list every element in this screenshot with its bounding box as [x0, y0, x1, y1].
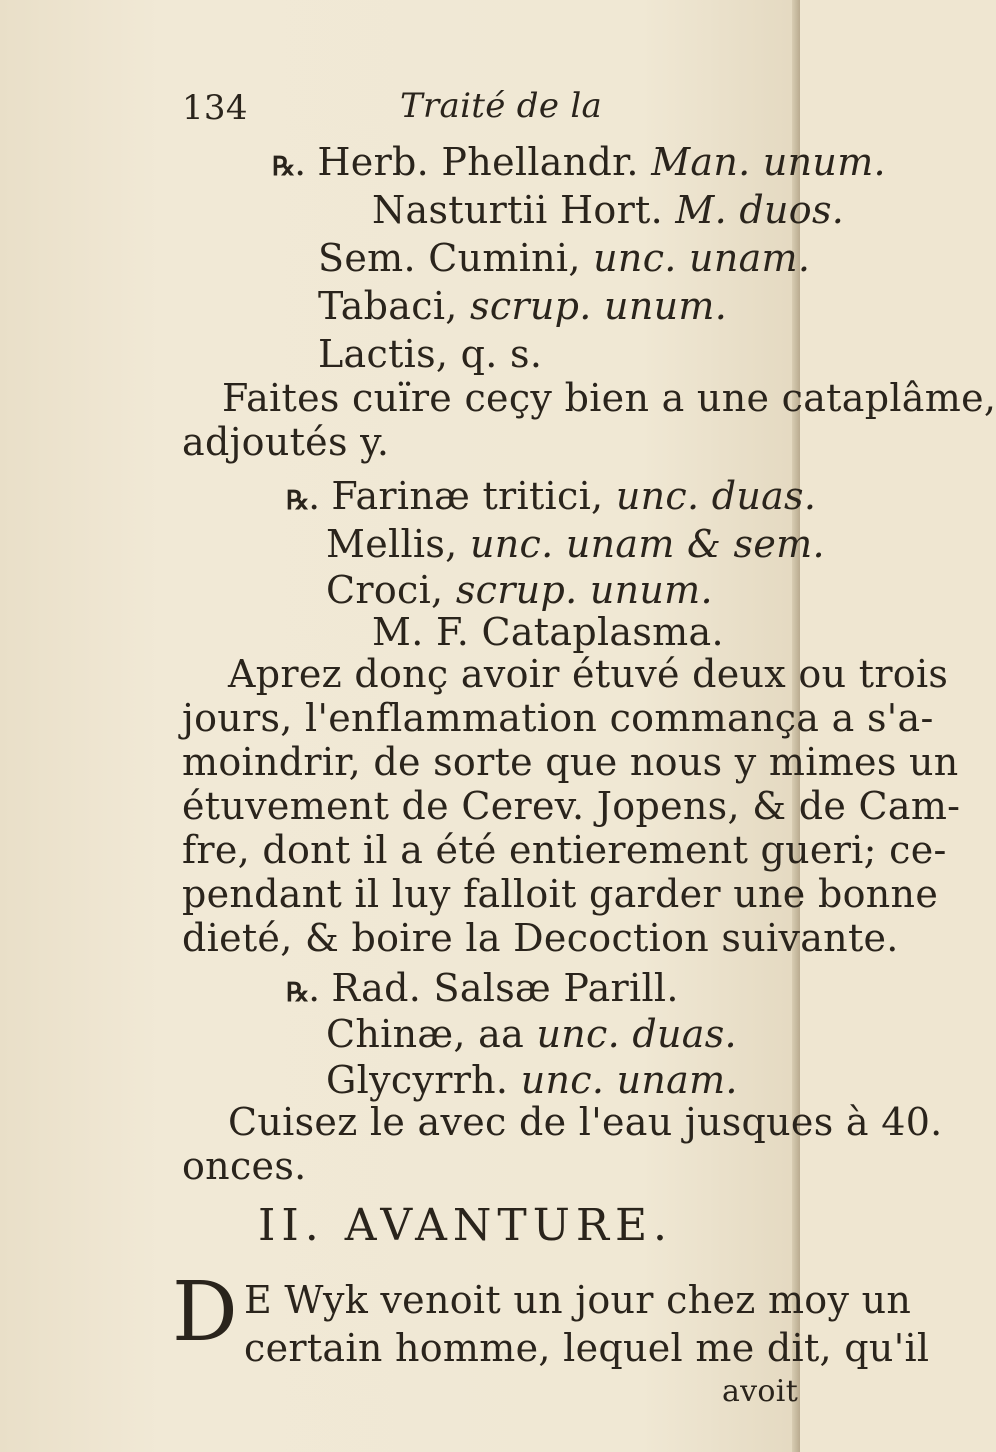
- recipe1-line-3: [318, 236, 810, 280]
- para1-line-2: adjoutés y.: [182, 420, 390, 464]
- recipe-ingredient: Glycyrrh.: [326, 1058, 509, 1102]
- recipe-dose: M. duos.: [675, 188, 845, 232]
- catchword: avoit: [722, 1374, 799, 1409]
- recipe-ingredient: Tabaci,: [318, 284, 458, 328]
- rx-symbol: ℞.: [272, 152, 305, 182]
- page-number: 134: [182, 88, 248, 128]
- section-title: II. AVANTURE.: [258, 1200, 674, 1251]
- recipe1-line-5: [318, 332, 542, 376]
- recipe1-line-1: [272, 140, 886, 184]
- para2-line-2: jours, l'enflammation commança a s'a-: [182, 696, 934, 740]
- recipe3-line-2: [326, 1012, 737, 1056]
- recipe-ingredient: Mellis,: [326, 522, 458, 566]
- recipe-dose: scrup. unum.: [470, 284, 728, 328]
- recipe-ingredient: M. F. Cataplasma.: [372, 610, 724, 654]
- recipe2-line-1: [286, 474, 816, 518]
- recipe-ingredient: Croci,: [326, 568, 444, 612]
- para2-line-6: pendant il luy falloit garder une bonne: [182, 872, 939, 916]
- para2-line-4: étuvement de Cerev. Jopens, & de Cam-: [182, 784, 961, 828]
- recipe1-line-2: [372, 188, 844, 232]
- recipe1-line-4: [318, 284, 727, 328]
- recipe-ingredient: Lactis, q. s.: [318, 332, 543, 376]
- para3-line-2: onces.: [182, 1144, 307, 1188]
- recipe2-line-2: [326, 522, 825, 566]
- recipe-ingredient: Farinæ tritici,: [331, 474, 604, 518]
- recipe-dose: unc. unam & sem.: [469, 522, 825, 566]
- para2-line-3: moindrir, de sorte que nous y mimes un: [182, 740, 959, 784]
- para4-line-1: E Wyk venoit un jour chez moy un: [244, 1278, 912, 1322]
- para4-line-2: certain homme, lequel me dit, qu'il: [244, 1326, 930, 1370]
- para1-line-1: Faites cuïre ceçy bien a une cataplâme,: [222, 376, 996, 420]
- recipe-dose: unc. unam.: [520, 1058, 738, 1102]
- rx-symbol: ℞.: [286, 486, 319, 516]
- recipe-dose: Man. unum.: [651, 140, 886, 184]
- recipe-dose: unc. duas.: [536, 1012, 737, 1056]
- recipe2-line-4: [372, 610, 724, 654]
- para2-line-7: dieté, & boire la Decoction suivante.: [182, 916, 899, 960]
- para3-line-1: Cuisez le avec de l'eau jusques à 40.: [228, 1100, 943, 1144]
- drop-cap: D: [172, 1265, 238, 1360]
- para2-line-5: fre, dont il a été entierement gueri; ce-: [182, 828, 947, 872]
- rx-symbol: ℞.: [286, 978, 319, 1008]
- running-title: Traité de la: [400, 86, 603, 126]
- recipe-ingredient: Herb. Phellandr.: [317, 140, 639, 184]
- recipe-ingredient: Chinæ, aa: [326, 1012, 525, 1056]
- recipe-dose: unc. unam.: [593, 236, 811, 280]
- recipe-dose: unc. duas.: [615, 474, 817, 518]
- recipe3-line-3: [326, 1058, 738, 1102]
- recipe2-line-3: [326, 568, 713, 612]
- recipe-dose: scrup. unum.: [455, 568, 713, 612]
- para2-line-1: Aprez donç avoir étuvé deux ou trois: [228, 652, 949, 696]
- recipe-ingredient: Nasturtii Hort.: [372, 188, 664, 232]
- recipe-ingredient: Rad. Salsæ Parill.: [331, 966, 679, 1010]
- recipe-ingredient: Sem. Cumini,: [318, 236, 581, 280]
- recipe3-line-1: [286, 966, 679, 1010]
